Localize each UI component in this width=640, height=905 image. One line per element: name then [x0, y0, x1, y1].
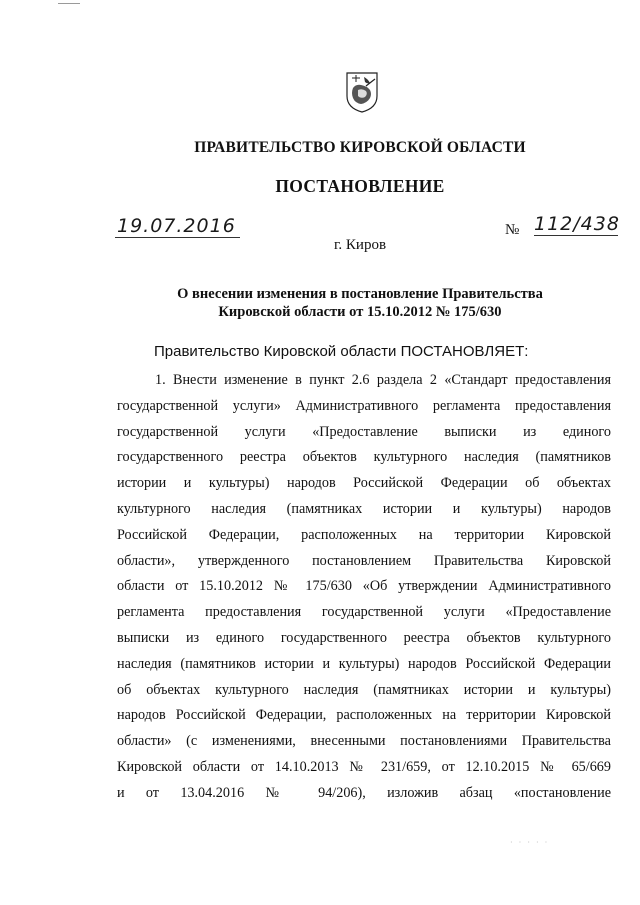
body-line: выписки из единого государственного реестра объектов культурного [117, 629, 611, 646]
subject-line: Кировской области от 15.10.2012 № 175/630 [218, 304, 502, 320]
organization-title: ПРАВИТЕЛЬСТВО КИРОВСКОЙ ОБЛАСТИ [194, 139, 526, 156]
body-line: наследия (памятников истории и культуры) народов Российской Федерации [117, 655, 611, 672]
body-line: культурного наследия (памятниках истории и культуры) народов [117, 500, 611, 517]
body-line: Кировской области от 14.10.2013 № 231/659, от 12.10.2015 № 65/669 [117, 758, 611, 775]
body-line: истории и культуры) народов Российской Федерации об объектах [117, 475, 611, 492]
document-type: ПОСТАНОВЛЕНИЕ [275, 176, 445, 196]
body-line: государственной услуги «Предоставление выписки из единого [117, 423, 611, 440]
coat-of-arms-icon [344, 70, 380, 114]
document-number: 112/438 [534, 213, 620, 235]
document-date: 19.07.2016 [115, 215, 240, 238]
document-body [117, 368, 611, 807]
subject-line: О внесении изменения в постановление Правительства [177, 286, 543, 302]
body-line: и от 13.04.2016 № 94/206), изложив абзац «постановление [117, 784, 611, 801]
body-line: области от 15.10.2012 № 175/630 «Об утверждении Административного [117, 578, 611, 595]
body-line: государственной услуги» Административного регламента предоставления [117, 397, 611, 414]
scan-noise: · · · · · [510, 838, 550, 847]
body-line: государственного реестра объектов культурного наследия (памятников [117, 449, 611, 466]
body-line: области» (с изменениями, внесенными постановлениями Правительства [117, 733, 611, 750]
document-subject [110, 285, 610, 321]
body-line: Российской Федерации, расположенных на территории Кировской [117, 526, 611, 543]
body-line: об объектах культурного наследия (памятниках истории и культуры) [117, 681, 611, 698]
intro-text: Правительство Кировской области ПОСТАНОВЛЯЕТ: [154, 343, 529, 360]
body-line: области», утвержденного постановлением Правительства Кировской [117, 552, 611, 569]
body-line: регламента предоставления государственной услуги «Предоставление [117, 604, 611, 621]
body-line: 1. Внести изменение в пункт 2.6 раздела 2 «Стандарт предоставления [155, 372, 611, 388]
number-sign: № [505, 222, 520, 238]
scan-artifact [58, 3, 80, 4]
city: г. Киров [333, 237, 387, 253]
body-line: народов Российской Федерации, расположенных на территории Кировской [117, 707, 611, 724]
